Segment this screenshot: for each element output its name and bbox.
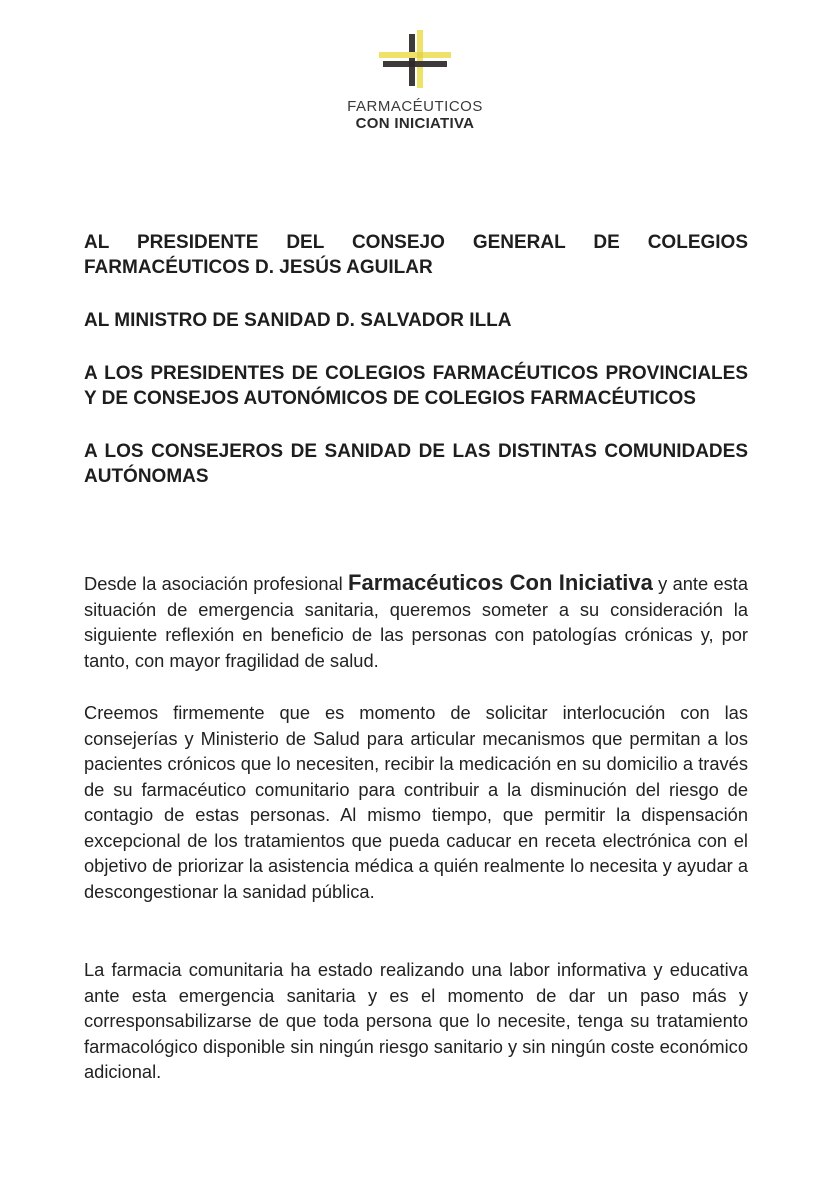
addressee-list	[84, 230, 748, 517]
logo-text-line2: CON INICIATIVA	[355, 115, 475, 132]
addressee-1: AL PRESIDENTE DEL CONSEJO GENERAL DE COLEGIOS FARMACÉUTICOS D. JESÚS AGUILAR	[84, 232, 748, 278]
organization-name: Farmacéuticos Con Iniciativa	[348, 570, 653, 595]
logo	[320, 30, 510, 132]
addressee-4: A LOS CONSEJEROS DE SANIDAD DE LAS DISTINTAS COMUNIDADES AUTÓNOMAS	[84, 441, 748, 487]
addressee-3: A LOS PRESIDENTES DE COLEGIOS FARMACÉUTICOS PROVINCIALES Y DE CONSEJOS AUTONÓMICOS DE COLEGIOS FARMACÉUTICOS	[84, 363, 748, 409]
paragraph-3: La farmacia comunitaria ha estado realizando una labor informativa y educativa ante esta emergencia sanitaria y es el momento de dar un paso más y corresponsabilizarse de que toda persona que lo necesite, tenga su tratamiento farmacológico disponible sin ningún riesgo sanitario y sin ningún coste económico adicional.	[84, 959, 748, 1082]
logo-text-line1: FARMACÉUTICOS	[347, 98, 483, 115]
paragraph-1	[84, 570, 748, 673]
cross-logo-icon	[375, 30, 455, 92]
addressee-2: AL MINISTRO DE SANIDAD D. SALVADOR ILLA	[84, 310, 512, 331]
paragraph-1-rest: y ante esta situación de emergencia sanitaria, queremos someter a su consideración la siguiente reflexión en beneficio de las personas con patologías crónicas y, por tanto, con mayor fragilidad de salud.	[84, 573, 748, 671]
paragraph-1-intro: Desde la asociación profesional	[84, 573, 349, 594]
paragraph-2: Creemos firmemente que es momento de solicitar interlocución con las consejerías y Ministerio de Salud para articular mecanismos que permitan a los pacientes crónicos que lo necesiten, recibir la medicación en su domicilio a través de su farmacéutico comunitario para contribuir a la disminución del riesgo de contagio de estas personas. Al mismo tiempo, que permitir la dispensación excepcional de los tratamientos que pueda caducar en receta electrónica con el objetivo de priorizar la asistencia médica a quién realmente lo necesita y ayudar a descongestionar la sanidad pública.	[84, 702, 748, 902]
letter-body	[84, 570, 748, 1085]
